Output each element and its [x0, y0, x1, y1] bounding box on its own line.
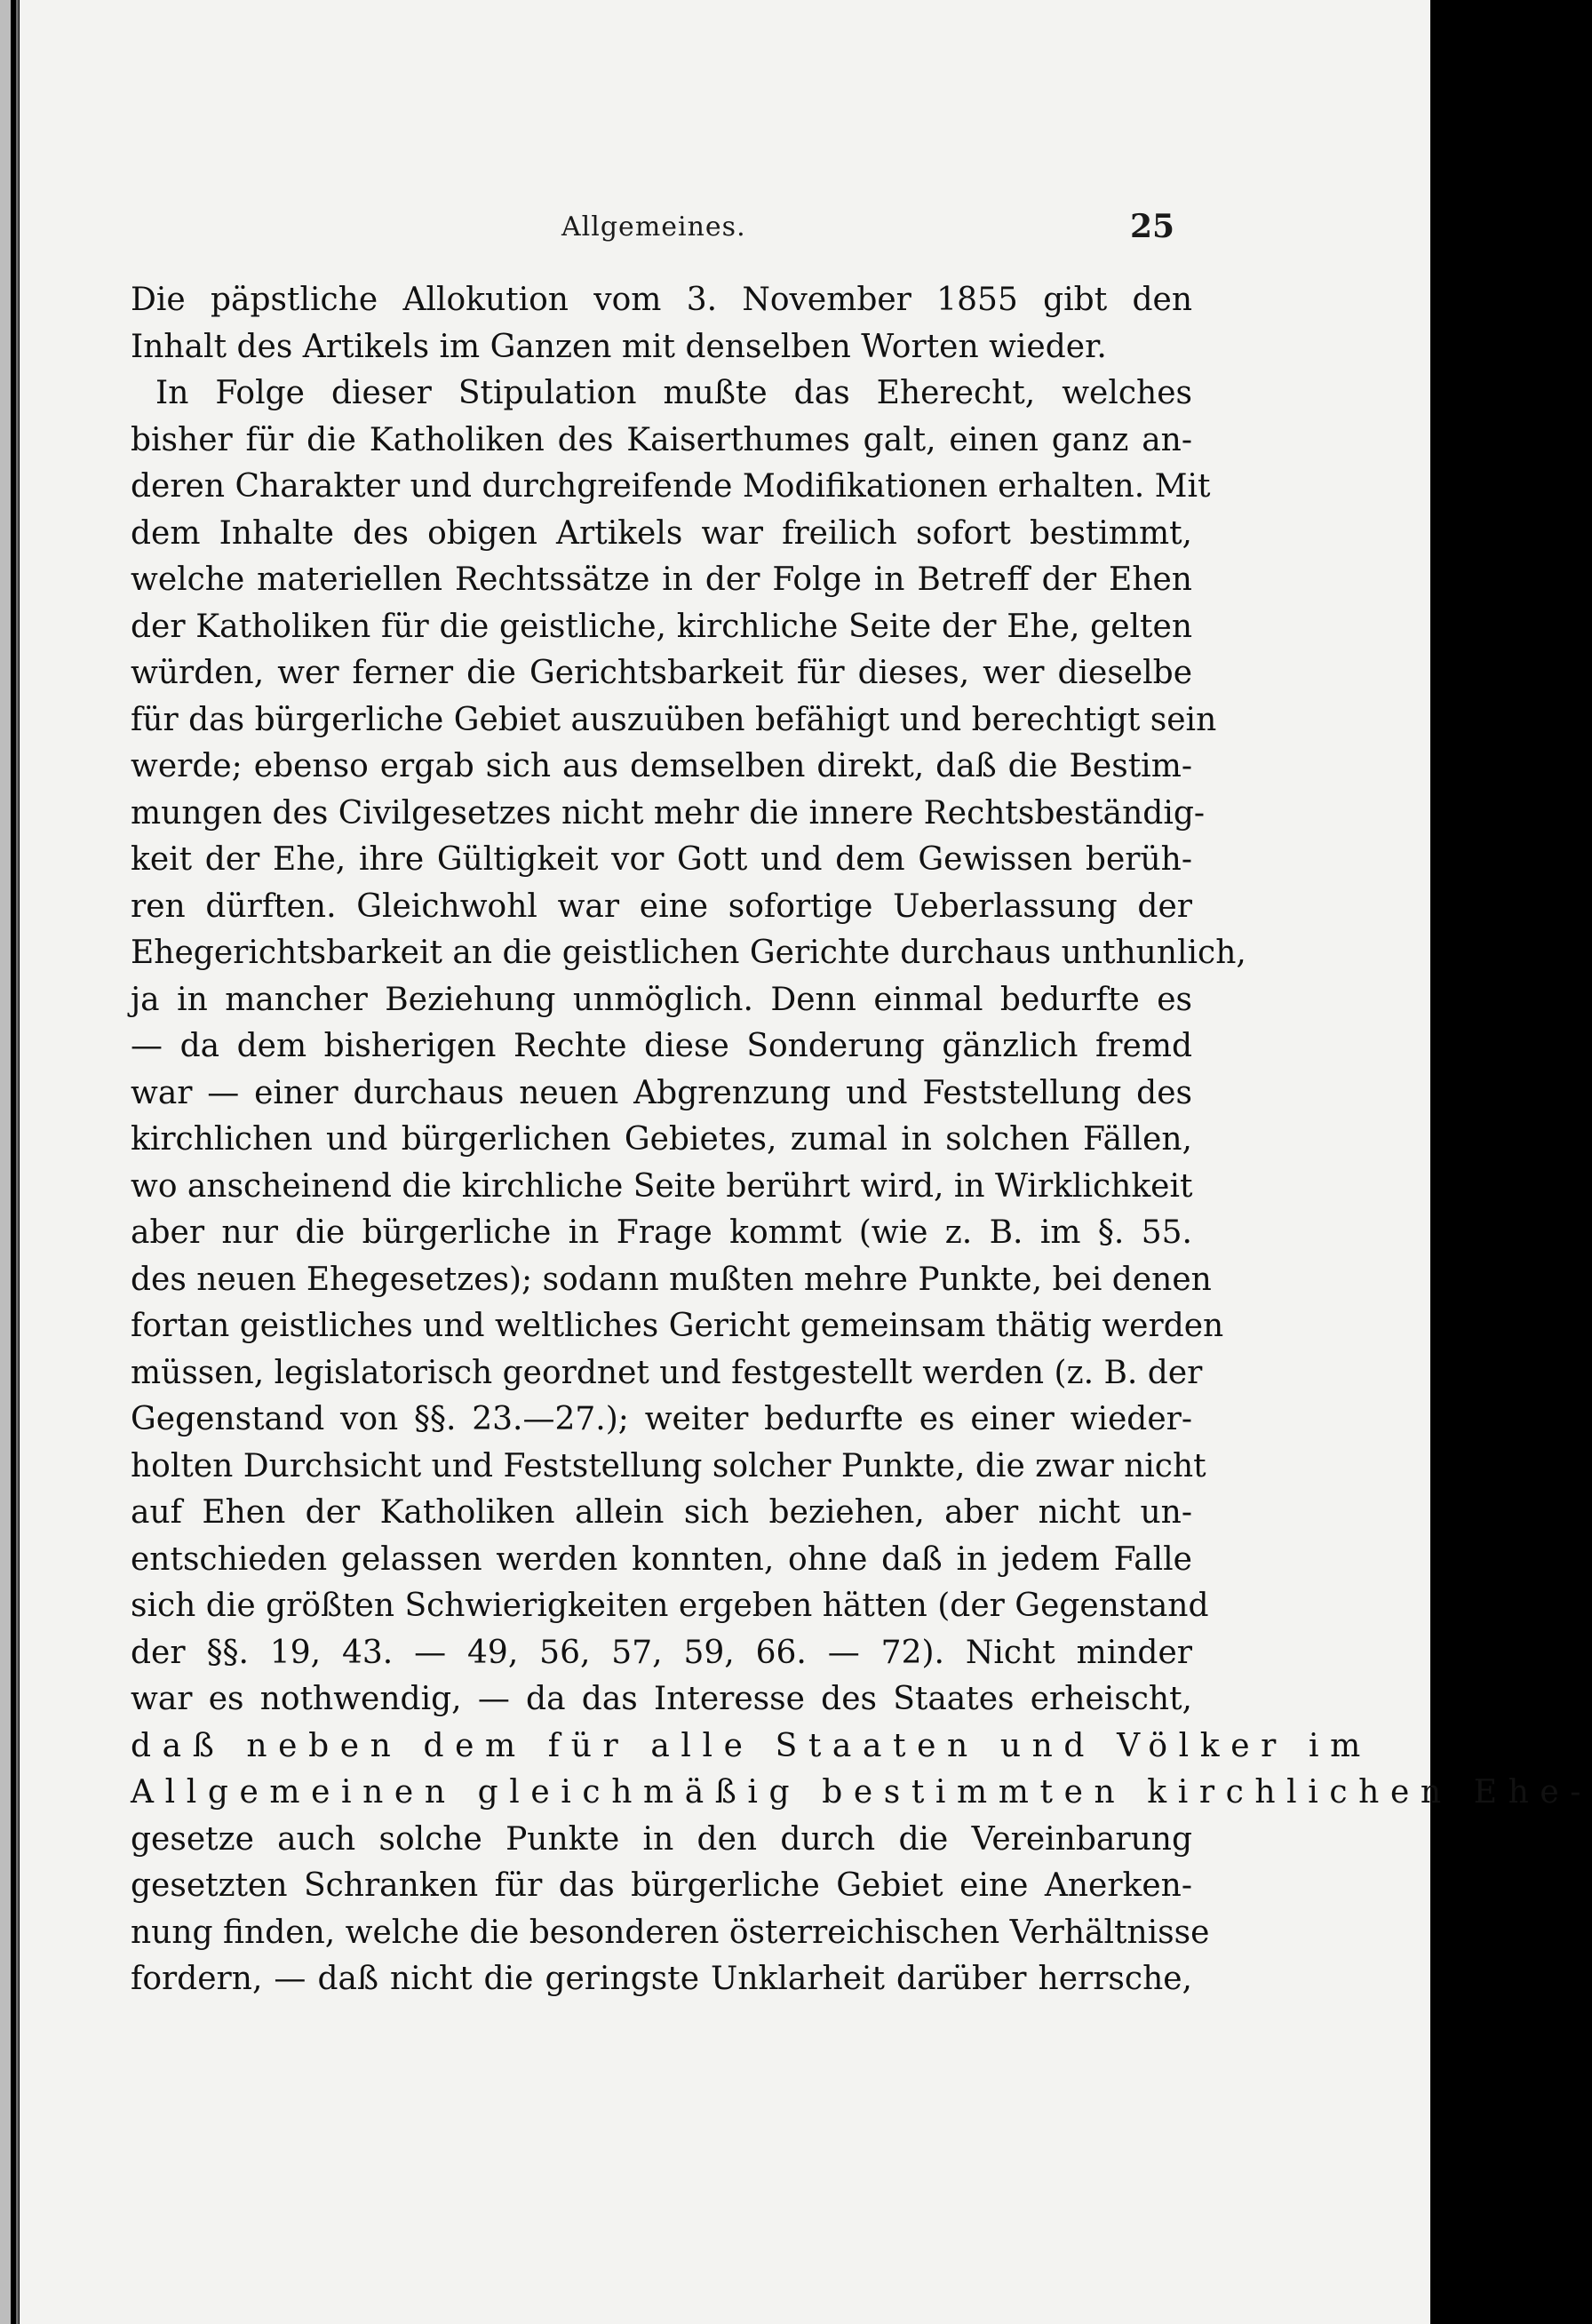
text-line: In Folge dieser Stipulation mußte das Eherecht, welches: [155, 375, 1192, 411]
text-line: wo anscheinend die kirchliche Seite berührt wird, in Wirklichkeit: [131, 1167, 1193, 1205]
book-page: [20, 0, 1592, 2324]
text-line: werde; ebenso ergab sich aus demselben direkt, daß die Bestim-: [131, 748, 1192, 784]
text-line: Die päpstliche Allokution vom 3. November 1855 gibt den: [131, 282, 1192, 318]
text-line: kirchlichen und bürgerlichen Gebietes, zumal in solchen Fällen,: [131, 1121, 1192, 1158]
text-line: aber nur die bürgerliche in Frage kommt (wie z. B. im §. 55.: [131, 1214, 1192, 1251]
text-line: der §§. 19, 43. — 49, 56, 57, 59, 66. — 72). Nicht minder: [131, 1634, 1192, 1671]
text-line: ja in mancher Beziehung unmöglich. Denn einmal bedurfte es: [131, 981, 1192, 1018]
text-line: welche materiellen Rechtssätze in der Folge in Betreff der Ehen: [131, 561, 1192, 598]
text-line: des neuen Ehegesetzes); sodann mußten mehre Punkte, bei denen: [131, 1261, 1212, 1298]
running-header: [20, 208, 1430, 247]
page-number: 25: [1130, 208, 1175, 245]
scan-edge-line: [16, 0, 19, 2324]
text-line: würden, wer ferner die Gerichtsbarkeit für dieses, wer dieselbe: [131, 655, 1192, 691]
text-line: — da dem bisherigen Rechte diese Sonderung gänzlich fremd: [131, 1028, 1192, 1064]
text-line: sich die größten Schwierigkeiten ergeben hätten (der Gegenstand: [131, 1588, 1209, 1624]
text-line: nung finden, welche die besonderen österreichischen Verhältnisse: [131, 1914, 1210, 1951]
text-line: Inhalt des Artikels im Ganzen mit denselben Worten wieder.: [131, 328, 1107, 365]
text-line: bisher für die Katholiken des Kaiserthumes galt, einen ganz an-: [131, 421, 1192, 458]
text-line-emphasized: daß neben dem für alle Staaten und Völker im: [131, 1727, 1372, 1764]
scan-edge: [0, 0, 11, 2324]
text-line-emphasized: Allgemeinen gleichmäßig bestimmten kirchlichen Ehe-: [131, 1774, 1592, 1811]
text-line: Ehegerichtsbarkeit an die geistlichen Gerichte durchaus unthunlich,: [131, 935, 1246, 971]
text-line: gesetzten Schranken für das bürgerliche Gebiet eine Anerken-: [131, 1867, 1192, 1904]
text-line: gesetze auch solche Punkte in den durch die Vereinbarung: [131, 1820, 1192, 1858]
text-line: war es nothwendig, — da das Interesse des Staates erheischt,: [131, 1681, 1192, 1717]
running-head-title: Allgemeines.: [561, 211, 746, 243]
text-line: war — einer durchaus neuen Abgrenzung und Feststellung des: [131, 1074, 1192, 1111]
text-line: fordern, — daß nicht die geringste Unklarheit darüber herrsche,: [131, 1961, 1192, 1997]
text-line: Gegenstand von §§. 23.—27.); weiter bedurfte es einer wieder-: [131, 1401, 1192, 1437]
text-line: für das bürgerliche Gebiet auszuüben befähigt und berechtigt sein: [131, 701, 1217, 738]
text-line: deren Charakter und durchgreifende Modifikationen erhalten. Mit: [131, 468, 1211, 505]
text-line: holten Durchsicht und Feststellung solcher Punkte, die zwar nicht: [131, 1447, 1206, 1484]
text-line: keit der Ehe, ihre Gültigkeit vor Gott und dem Gewissen berüh-: [131, 841, 1192, 878]
text-line: auf Ehen der Katholiken allein sich beziehen, aber nicht un-: [131, 1494, 1192, 1531]
text-line: müssen, legislatorisch geordnet und festgestellt werden (z. B. der: [131, 1354, 1203, 1391]
body-text: [131, 277, 1592, 2003]
text-line: der Katholiken für die geistliche, kirchliche Seite der Ehe, gelten: [131, 608, 1192, 645]
text-line: dem Inhalte des obigen Artikels war freilich sofort bestimmt,: [131, 514, 1192, 552]
text-line: mungen des Civilgesetzes nicht mehr die innere Rechtsbeständig-: [131, 794, 1206, 832]
text-line: fortan geistliches und weltliches Gericht gemeinsam thätig werden: [131, 1308, 1224, 1344]
text-line: entschieden gelassen werden konnten, ohne daß in jedem Falle: [131, 1540, 1192, 1578]
text-line: ren dürften. Gleichwohl war eine sofortige Ueberlassung der: [131, 887, 1192, 925]
